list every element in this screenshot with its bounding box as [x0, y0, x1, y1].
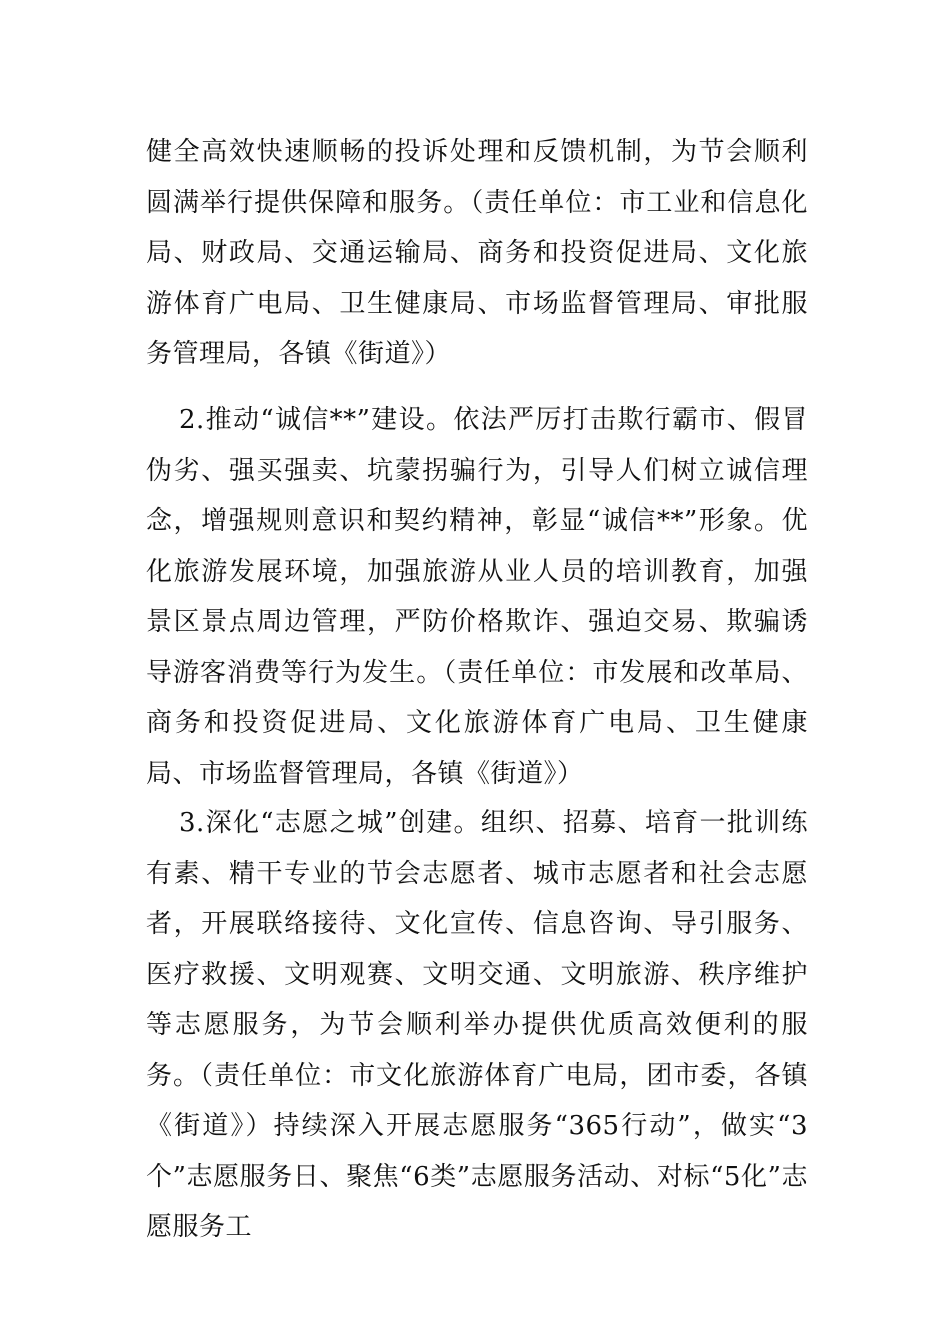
- paragraph-volunteer-city: 3.深化“志愿之城”创建。组织、招募、培育一批训练有素、精干专业的节会志愿者、城市志愿者和社会志愿者，开展联络接待、文化宣传、信息咨询、导引服务、医疗救援、文明观赛、文明交通、文明旅游、秩序维护等志愿服务，为节会顺利举办提供优质高效便利的服务。（责任单位：市文化旅游体育广电局，团市委，各镇《街道》）持续深入开展志愿服务“365行动”，做实“3个”志愿服务日、聚焦“6类”志愿服务活动、对标“5化”志愿服务工: [146, 808, 808, 1242]
- paragraph-integrity-construction: 2.推动“诚信**”建设。依法严厉打击欺行霸市、假冒伪劣、强买强卖、坑蒙拐骗行为，引导人们树立诚信理念，增强规则意识和契约精神，彰显“诚信**”形象。优化旅游发展环境，加强旅游从业人员的培训教育，加强景区景点周边管理，严防价格欺诈、强迫交易、欺骗诱导游客消费等行为发生。（责任单位：市发展和改革局、商务和投资促进局、文化旅游体育广电局、卫生健康局、市场监督管理局，各镇《街道》）: [146, 405, 808, 789]
- paragraph-complaint-mechanism: 健全高效快速顺畅的投诉处理和反馈机制，为节会顺利圆满举行提供保障和服务。（责任单位：市工业和信息化局、财政局、交通运输局、商务和投资促进局、文化旅游体育广电局、卫生健康局、市场监督管理局、审批服务管理局，各镇《街道》）: [146, 137, 808, 369]
